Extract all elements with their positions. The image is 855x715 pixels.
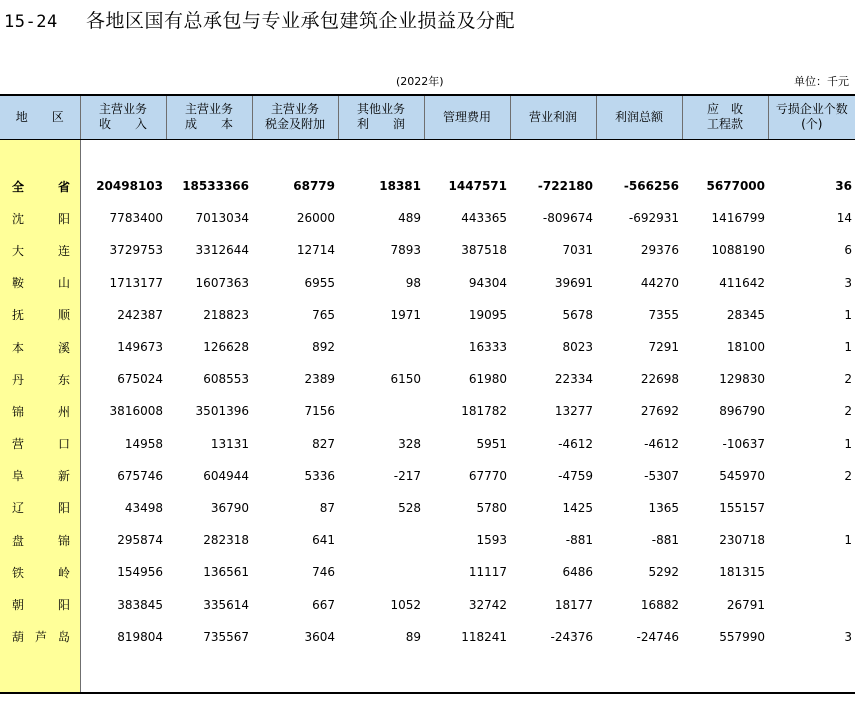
region-name: 鞍山 (12, 276, 70, 291)
cell-receivable: 129830 (719, 372, 765, 387)
cell-admin-fee: 16333 (468, 340, 507, 355)
cell-tax: 667 (312, 597, 335, 612)
cell-cost: 36790 (210, 500, 249, 515)
col-header-cost: 主营业务 成 本 (166, 95, 252, 139)
cell-admin-fee: 5951 (476, 436, 507, 451)
region-name: 朝阳 (12, 598, 70, 613)
region-name: 营口 (12, 437, 70, 452)
cell-admin-fee: 94304 (468, 275, 507, 290)
table-row (0, 234, 855, 266)
cell-op-profit: 8023 (562, 340, 593, 355)
table-row (0, 428, 855, 460)
cell-total-profit: 7291 (648, 340, 679, 355)
cell-op-profit: 1425 (562, 500, 593, 515)
cell-cost: 13131 (210, 436, 249, 451)
cell-other-profit: -217 (393, 468, 421, 483)
region-name: 辽阳 (12, 501, 70, 516)
cell-loss-count: 1 (844, 340, 852, 355)
col-header-loss-count: 亏损企业个数 (个) (768, 95, 855, 139)
cell-other-profit: 328 (398, 436, 421, 451)
cell-loss-count: 3 (844, 629, 852, 644)
table-row (0, 299, 855, 331)
cell-op-profit: -24376 (550, 629, 593, 644)
region-name: 阜新 (12, 469, 70, 484)
spacer-row (0, 653, 855, 693)
cell-total-profit: -881 (651, 533, 679, 548)
cell-total-profit: 44270 (640, 275, 679, 290)
cell-total-profit: -692931 (628, 211, 679, 226)
year-label: (2022年) (396, 75, 444, 88)
cell-admin-fee: 181782 (461, 404, 507, 419)
cell-total-profit: 22698 (640, 372, 679, 387)
table-row (0, 363, 855, 395)
cell-tax: 892 (312, 340, 335, 355)
col-header-admin-fee: 管理费用 (424, 95, 510, 139)
cell-cost: 3312644 (195, 243, 249, 258)
cell-other-profit (338, 331, 424, 363)
cell-tax: 5336 (304, 468, 335, 483)
cell-total-profit: 1365 (648, 500, 679, 515)
cell-cost: 3501396 (195, 404, 249, 419)
cell-receivable: 26791 (726, 597, 765, 612)
cell-tax: 827 (312, 436, 335, 451)
table-row-total (0, 170, 855, 202)
cell-other-profit: 98 (405, 275, 421, 290)
cell-loss-count: 1 (844, 436, 852, 451)
cell-total-profit: 27692 (640, 404, 679, 419)
cell-loss-count (768, 492, 855, 524)
region-name: 锦州 (12, 404, 70, 419)
table-row (0, 395, 855, 427)
cell-tax: 641 (312, 533, 335, 548)
cell-loss-count: 14 (836, 211, 852, 226)
cell-cost: 136561 (203, 565, 249, 580)
cell-op-profit: -722180 (537, 179, 593, 194)
cell-receivable: 411642 (719, 275, 765, 290)
cell-other-profit: 489 (398, 211, 421, 226)
cell-op-profit: 18177 (554, 597, 593, 612)
cell-op-profit: 7031 (562, 243, 593, 258)
cell-loss-count: 1 (844, 533, 852, 548)
cell-total-profit: -5307 (644, 468, 679, 483)
unit-label: 单位：千元 (794, 75, 849, 88)
table-row (0, 492, 855, 524)
cell-revenue: 242387 (117, 307, 163, 322)
region-name: 全省 (12, 179, 70, 194)
cell-receivable: 1088190 (711, 243, 765, 258)
col-header-region: 地 区 (0, 95, 80, 139)
cell-other-profit (338, 556, 424, 588)
cell-receivable: 155157 (719, 500, 765, 515)
cell-tax: 68779 (293, 179, 335, 194)
cell-revenue: 295874 (117, 533, 163, 548)
cell-op-profit: 13277 (554, 404, 593, 419)
cell-revenue: 383845 (117, 597, 163, 612)
cell-revenue: 1713177 (109, 275, 163, 290)
cell-revenue: 149673 (117, 340, 163, 355)
cell-other-profit: 6150 (390, 372, 421, 387)
cell-cost: 218823 (203, 307, 249, 322)
cell-admin-fee: 61980 (468, 372, 507, 387)
col-header-other-profit: 其他业务 利 润 (338, 95, 424, 139)
region-name: 大连 (12, 243, 70, 258)
table-row (0, 202, 855, 234)
cell-cost: 608553 (203, 372, 249, 387)
cell-loss-count (768, 588, 855, 620)
cell-receivable: 545970 (719, 468, 765, 483)
cell-tax: 765 (312, 307, 335, 322)
table-row (0, 621, 855, 653)
cell-tax: 3604 (304, 629, 335, 644)
region-name: 葫芦岛 (12, 630, 70, 645)
cell-revenue: 43498 (124, 500, 163, 515)
cell-revenue: 154956 (117, 565, 163, 580)
page-title (4, 6, 515, 33)
cell-revenue: 3816008 (109, 404, 163, 419)
table-body (0, 139, 855, 693)
cell-op-profit: 5678 (562, 307, 593, 322)
cell-cost: 335614 (203, 597, 249, 612)
cell-cost: 282318 (203, 533, 249, 548)
table-row (0, 267, 855, 299)
cell-tax: 26000 (296, 211, 335, 226)
cell-tax: 7156 (304, 404, 335, 419)
cell-receivable: 28345 (726, 307, 765, 322)
region-name: 本溪 (12, 340, 70, 355)
cell-tax: 87 (319, 500, 335, 515)
cell-total-profit: 7355 (648, 307, 679, 322)
cell-op-profit: -881 (565, 533, 593, 548)
cell-tax: 746 (312, 565, 335, 580)
cell-admin-fee: 67770 (468, 468, 507, 483)
cell-receivable: 18100 (726, 340, 765, 355)
cell-cost: 735567 (203, 629, 249, 644)
cell-admin-fee: 387518 (461, 243, 507, 258)
cell-tax: 12714 (296, 243, 335, 258)
data-table (0, 94, 855, 694)
cell-other-profit: 7893 (390, 243, 421, 258)
cell-total-profit: 16882 (640, 597, 679, 612)
region-name: 盘锦 (12, 533, 70, 548)
cell-op-profit: -809674 (542, 211, 593, 226)
cell-receivable: 230718 (719, 533, 765, 548)
col-header-total-profit: 利润总额 (596, 95, 682, 139)
region-name: 丹东 (12, 372, 70, 387)
cell-other-profit: 18381 (379, 179, 421, 194)
cell-tax: 2389 (304, 372, 335, 387)
cell-admin-fee: 5780 (476, 500, 507, 515)
spacer-row (0, 139, 855, 170)
table-row (0, 460, 855, 492)
cell-admin-fee: 19095 (468, 307, 507, 322)
cell-admin-fee: 1593 (476, 533, 507, 548)
cell-cost: 7013034 (195, 211, 249, 226)
cell-receivable: -10637 (722, 436, 765, 451)
table-row (0, 524, 855, 556)
cell-loss-count: 2 (844, 404, 852, 419)
cell-admin-fee: 443365 (461, 211, 507, 226)
cell-cost: 126628 (203, 340, 249, 355)
cell-admin-fee: 11117 (468, 565, 507, 580)
cell-receivable: 896790 (719, 404, 765, 419)
cell-admin-fee: 32742 (468, 597, 507, 612)
cell-revenue: 20498103 (96, 179, 163, 194)
cell-revenue: 3729753 (109, 243, 163, 258)
table-row (0, 331, 855, 363)
cell-loss-count: 3 (844, 275, 852, 290)
cell-total-profit: -4612 (644, 436, 679, 451)
cell-revenue: 14958 (124, 436, 163, 451)
cell-loss-count: 1 (844, 307, 852, 322)
cell-total-profit: -24746 (636, 629, 679, 644)
cell-other-profit: 1052 (390, 597, 421, 612)
cell-op-profit: -4759 (558, 468, 593, 483)
region-name: 铁岭 (12, 565, 70, 580)
cell-op-profit: 22334 (554, 372, 593, 387)
cell-cost: 18533366 (182, 179, 249, 194)
cell-total-profit: 29376 (640, 243, 679, 258)
region-name: 抚顺 (12, 308, 70, 323)
table-row (0, 588, 855, 620)
cell-op-profit: 39691 (554, 275, 593, 290)
cell-receivable: 557990 (719, 629, 765, 644)
cell-loss-count (768, 556, 855, 588)
table-title: 各地区国有总承包与专业承包建筑企业损益及分配 (86, 10, 516, 32)
col-header-revenue: 主营业务 收 入 (80, 95, 166, 139)
region-name: 沈阳 (12, 211, 70, 226)
cell-other-profit: 89 (405, 629, 421, 644)
cell-loss-count: 2 (844, 372, 852, 387)
cell-cost: 1607363 (195, 275, 249, 290)
cell-total-profit: -566256 (623, 179, 679, 194)
cell-loss-count: 2 (844, 468, 852, 483)
cell-loss-count: 36 (835, 179, 852, 194)
cell-loss-count: 6 (844, 243, 852, 258)
col-header-tax: 主营业务 税金及附加 (252, 95, 338, 139)
cell-revenue: 675746 (117, 468, 163, 483)
cell-total-profit: 5292 (648, 565, 679, 580)
cell-admin-fee: 1447571 (448, 179, 507, 194)
cell-other-profit (338, 524, 424, 556)
cell-tax: 6955 (304, 275, 335, 290)
cell-revenue: 7783400 (109, 211, 163, 226)
table-row (0, 556, 855, 588)
col-header-op-profit: 营业利润 (510, 95, 596, 139)
cell-revenue: 819804 (117, 629, 163, 644)
cell-revenue: 675024 (117, 372, 163, 387)
cell-other-profit: 1971 (390, 307, 421, 322)
cell-other-profit: 528 (398, 500, 421, 515)
cell-receivable: 181315 (719, 565, 765, 580)
cell-op-profit: -4612 (558, 436, 593, 451)
cell-receivable: 1416799 (711, 211, 765, 226)
cell-cost: 604944 (203, 468, 249, 483)
col-header-receivable: 应 收 工程款 (682, 95, 768, 139)
table-number: 15-24 (4, 12, 58, 32)
cell-op-profit: 6486 (562, 565, 593, 580)
header-row (0, 95, 855, 139)
cell-admin-fee: 118241 (461, 629, 507, 644)
cell-receivable: 5677000 (706, 179, 765, 194)
cell-other-profit (338, 395, 424, 427)
